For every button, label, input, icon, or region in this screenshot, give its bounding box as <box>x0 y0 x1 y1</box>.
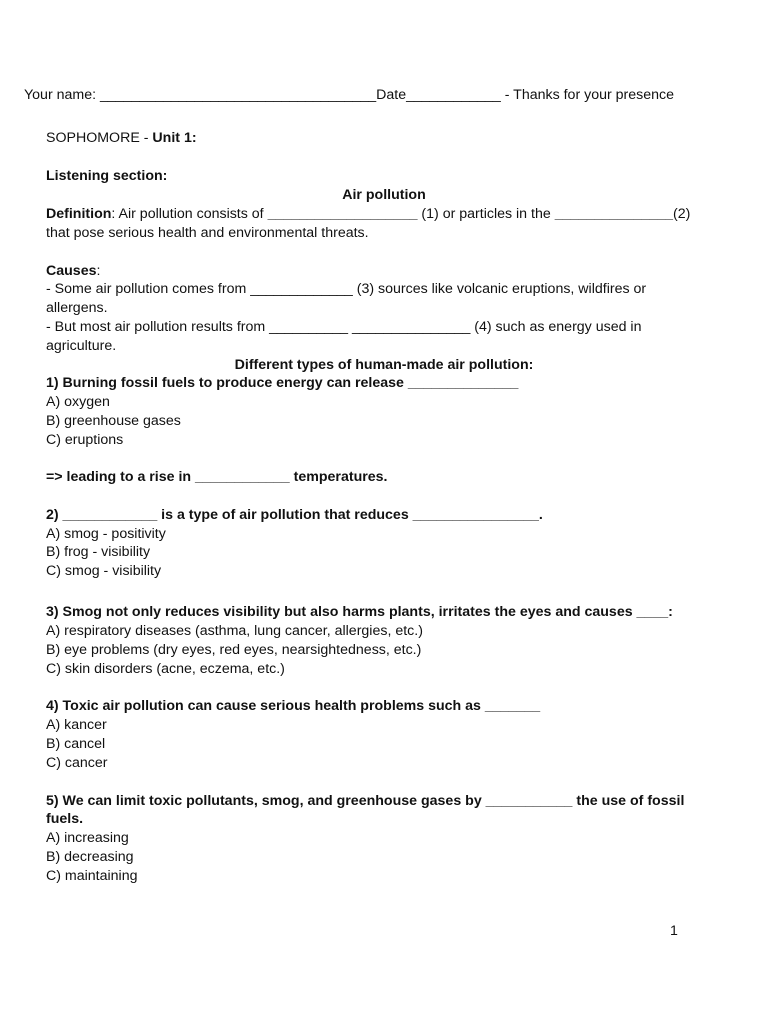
q5-option-a: A) increasing <box>46 830 129 846</box>
causes-line-4: agriculture. <box>46 338 117 354</box>
causes-colon: : <box>96 263 101 279</box>
q2-option-c: C) smog - visibility <box>46 563 162 579</box>
definition-text-2: (1) or particles in the <box>417 206 555 222</box>
q1-option-b: B) greenhouse gases <box>46 413 181 429</box>
unit-heading <box>46 129 197 147</box>
causes-line-1: - Some air pollution comes from _____________ (3) sources like volcanic eruptions, wildfires or <box>46 281 647 297</box>
q2-option-b: B) frog - visibility <box>46 544 151 560</box>
q1-option-a: A) oxygen <box>46 394 110 410</box>
unit-prefix: SOPHOMORE - <box>46 130 153 146</box>
q1-question: 1) Burning fossil fuels to produce energy can release ______________ <box>46 375 519 391</box>
topic-title: Air pollution <box>342 187 426 203</box>
definition-line-1 <box>46 205 690 223</box>
q2-question: 2) ____________ is a type of air pollution that reduces ________________. <box>46 507 543 523</box>
header-line: Your name: ___________________________________Date____________ - Thanks for your presence <box>24 87 675 103</box>
causes-heading <box>46 262 100 280</box>
q5-question-line-2: fuels. <box>46 811 84 827</box>
q1-option-c: C) eruptions <box>46 432 124 448</box>
q2-option-a: A) smog - positivity <box>46 526 166 542</box>
q4-option-b: B) cancel <box>46 736 106 752</box>
q5-option-b: B) decreasing <box>46 849 134 865</box>
q3-option-c: C) skin disorders (acne, eczema, etc.) <box>46 661 285 677</box>
q3-option-b: B) eye problems (dry eyes, red eyes, nearsightedness, etc.) <box>46 642 422 658</box>
q5-question-line-1: 5) We can limit toxic pollutants, smog, and greenhouse gases by ___________ the use of fossil <box>46 793 685 809</box>
q3-question: 3) Smog not only reduces visibility but also harms plants, irritates the eyes and causes ____: <box>46 604 673 620</box>
page-number: 1 <box>670 923 678 939</box>
q4-option-c: C) cancer <box>46 755 108 771</box>
q1-followup: => leading to a rise in ____________ temperatures. <box>46 469 388 485</box>
types-title: Different types of human-made air pollution: <box>234 357 534 373</box>
listening-section-title: Listening section: <box>46 168 168 184</box>
q3-option-a: A) respiratory diseases (asthma, lung cancer, allergies, etc.) <box>46 623 423 639</box>
definition-line-2: that pose serious health and environmental threats. <box>46 225 369 241</box>
causes-line-3: - But most air pollution results from __________ _______________ (4) such as energy used in <box>46 319 642 335</box>
blank-1: ___________________ <box>267 206 418 222</box>
causes-line-2: allergens. <box>46 300 108 316</box>
q4-question: 4) Toxic air pollution can cause serious health problems such as _______ <box>46 698 541 714</box>
causes-label: Causes <box>46 263 97 279</box>
definition-text-3: (2) <box>673 206 691 222</box>
q4-option-a: A) kancer <box>46 717 107 733</box>
q5-option-c: C) maintaining <box>46 868 138 884</box>
definition-text-1: : Air pollution consists of <box>111 206 268 222</box>
definition-label: Definition <box>46 206 112 222</box>
unit-label: Unit 1: <box>152 130 197 146</box>
blank-2: _______________ <box>554 206 674 222</box>
